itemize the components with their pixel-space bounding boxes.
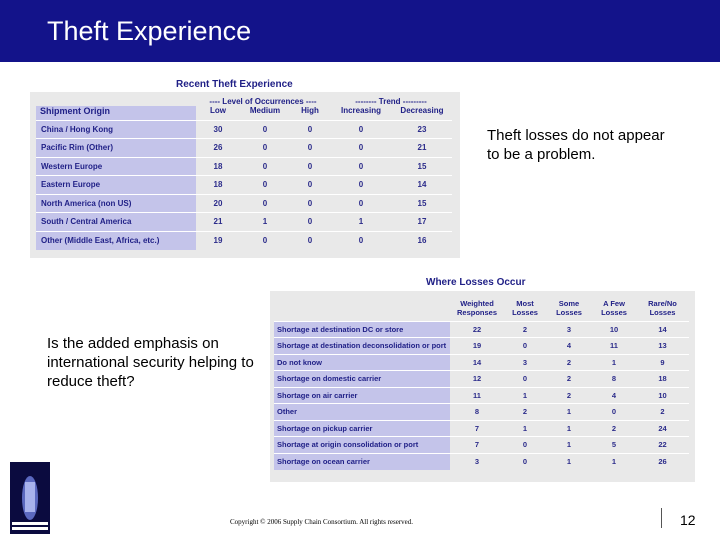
table-cell: 8	[474, 407, 480, 417]
table-cell: 18	[213, 180, 223, 190]
table-row	[274, 420, 689, 437]
table-cell: 3	[522, 357, 528, 367]
table-cell: 24	[658, 423, 667, 433]
table-cell: 3	[474, 457, 480, 466]
table-cell: 14	[472, 357, 482, 367]
row-label: China / Hong Kong	[36, 120, 196, 139]
footer-divider	[661, 508, 662, 528]
table-cell: 0	[307, 143, 313, 153]
table-cell: 0	[358, 143, 364, 153]
row-label: Eastern Europe	[36, 176, 196, 195]
row-label: Shortage on pickup carrier	[274, 420, 450, 437]
table-row	[36, 176, 452, 195]
table-cell: 0	[358, 124, 364, 134]
table-cell: 1	[358, 217, 364, 227]
table2-header-row	[274, 295, 689, 321]
table-cell: 0	[262, 236, 268, 245]
column-header: Rare/No Losses	[648, 298, 677, 317]
table-row	[36, 157, 452, 176]
table-cell: 0	[307, 124, 313, 134]
table-row	[274, 437, 689, 454]
level-group-header: ---- Level of Occurrences ----	[209, 96, 317, 106]
table-cell: 18	[658, 374, 667, 384]
table1-body	[36, 120, 452, 250]
table-cell: 2	[566, 374, 572, 384]
row-label: Western Europe	[36, 157, 196, 176]
table-row	[274, 321, 689, 338]
page-number: 12	[680, 512, 696, 528]
table-cell: 22	[472, 324, 482, 334]
table-cell: 2	[522, 324, 528, 334]
row-label: South / Central America	[36, 213, 196, 232]
column-header: High	[301, 106, 319, 115]
table-cell: 30	[213, 124, 223, 134]
table-cell: 0	[611, 407, 617, 417]
table-cell: 0	[262, 161, 268, 171]
table2-title: Where Losses Occur	[426, 277, 526, 288]
row-label: Shortage at destination deconsolidation or port	[274, 338, 450, 355]
table-cell: 0	[358, 236, 364, 245]
table-cell: 14	[417, 180, 427, 190]
table-row	[36, 213, 452, 232]
table1-panel	[30, 92, 460, 258]
table-cell: 20	[213, 198, 223, 208]
table-cell: 7	[474, 423, 480, 433]
table-row	[36, 120, 452, 139]
table-cell: 17	[417, 217, 427, 227]
table-cell: 0	[358, 180, 364, 190]
table-cell: 1	[566, 457, 572, 466]
column-header: Weighted Responses	[456, 298, 498, 317]
table-cell: 0	[262, 198, 268, 208]
table-cell: 2	[522, 407, 528, 417]
table-cell: 11	[473, 390, 481, 400]
table-cell: 0	[307, 236, 313, 245]
table-cell: 26	[213, 143, 223, 153]
table-cell: 0	[262, 124, 268, 134]
table-cell: 10	[658, 390, 667, 400]
table1-title: Recent Theft Experience	[176, 79, 293, 90]
copyright-text: Copyright © 2006 Supply Chain Consortium. All rights reserved.	[230, 518, 414, 526]
table-row	[274, 371, 689, 388]
table2-body	[274, 321, 689, 470]
table-cell: 0	[522, 440, 528, 450]
where-losses-occur-table	[274, 295, 689, 470]
table-cell: 10	[609, 324, 619, 334]
table-cell: 1	[522, 423, 528, 433]
column-header: Increasing	[340, 106, 381, 115]
table-cell: 0	[307, 161, 313, 171]
column-header: Medium	[249, 106, 281, 115]
table-cell: 0	[522, 341, 528, 351]
column-header: Most Losses	[512, 298, 538, 317]
table-cell: 1	[566, 407, 572, 417]
row-label: North America (non US)	[36, 194, 196, 213]
table-cell: 1	[566, 423, 572, 433]
table-cell: 8	[611, 374, 617, 384]
table-cell: 0	[262, 143, 268, 153]
row-label: Other	[274, 404, 450, 421]
row-label: Do not know	[274, 354, 450, 371]
table-cell: 0	[522, 457, 528, 466]
table-cell: 2	[611, 423, 617, 433]
supply-chain-logo	[10, 462, 50, 534]
table-cell: 16	[417, 236, 427, 245]
table-cell: 1	[566, 440, 572, 450]
table-row	[36, 139, 452, 158]
table-cell: 15	[417, 198, 427, 208]
table-cell: 0	[262, 180, 268, 190]
table-cell: 26	[658, 457, 667, 466]
table1-header-row	[36, 106, 452, 120]
table-cell: 2	[566, 390, 572, 400]
table-cell: 7	[474, 440, 480, 450]
table-cell: 13	[658, 341, 667, 351]
row-label: Shortage at destination DC or store	[274, 321, 450, 338]
table-cell: 4	[566, 341, 572, 351]
left-note: Is the added emphasis on international security helping to reduce theft?	[47, 335, 254, 390]
table-row	[36, 194, 452, 213]
table-cell: 22	[658, 440, 667, 450]
table-cell: 15	[417, 161, 427, 171]
table-cell: 2	[566, 357, 572, 367]
table-cell: 19	[213, 236, 223, 245]
table-row	[274, 453, 689, 470]
table-cell: 9	[660, 357, 665, 367]
column-header: Decreasing	[400, 106, 444, 115]
table-row	[274, 354, 689, 371]
theft-experience-table	[36, 96, 452, 250]
table-cell: 2	[660, 407, 665, 417]
logo-graphic	[10, 462, 50, 534]
table-cell: 1	[611, 357, 617, 367]
table-cell: 0	[358, 198, 364, 208]
table-row	[274, 404, 689, 421]
table-cell: 14	[658, 324, 667, 334]
table-cell: 19	[472, 341, 482, 351]
table-cell: 3	[566, 324, 572, 334]
trend-group-header: -------- Trend ---------	[355, 96, 427, 106]
table-cell: 0	[522, 374, 528, 384]
row-label: Shortage on domestic carrier	[274, 371, 450, 388]
table-row	[274, 387, 689, 404]
table-row	[36, 231, 452, 250]
column-header: Low	[210, 106, 226, 115]
column-header: Some Losses	[556, 298, 582, 317]
column-header: A Few Losses	[601, 298, 627, 317]
table-cell: 4	[611, 390, 617, 400]
row-label: Shortage on air carrier	[274, 387, 450, 404]
slide-title: Theft Experience	[47, 16, 252, 46]
table-row	[274, 338, 689, 355]
row-label: Shortage on ocean carrier	[274, 453, 450, 470]
row-label: Shortage at origin consolidation or port	[274, 437, 450, 454]
table-cell: 0	[307, 198, 313, 208]
row-label: Other (Middle East, Africa, etc.)	[36, 231, 196, 250]
table-cell: 0	[307, 217, 313, 227]
table-cell: 1	[262, 217, 268, 227]
table-cell: 1	[522, 390, 528, 400]
table-cell: 21	[417, 143, 427, 153]
table-cell: 21	[213, 217, 223, 227]
table-cell: 12	[472, 374, 482, 384]
right-note: Theft losses do not appear to be a problem.	[487, 127, 665, 163]
table2-panel	[270, 291, 695, 482]
title-bar	[0, 0, 720, 62]
row-label: Pacific Rim (Other)	[36, 139, 196, 158]
table-cell: 18	[213, 161, 223, 171]
column-header: Shipment Origin	[36, 106, 196, 120]
table1-group-header	[36, 96, 452, 106]
table-cell: 0	[358, 161, 364, 171]
table-cell: 11	[610, 341, 618, 351]
table-cell: 1	[611, 457, 617, 466]
table-cell: 0	[307, 180, 313, 190]
table-cell: 5	[611, 440, 617, 450]
table-cell: 23	[417, 124, 427, 134]
